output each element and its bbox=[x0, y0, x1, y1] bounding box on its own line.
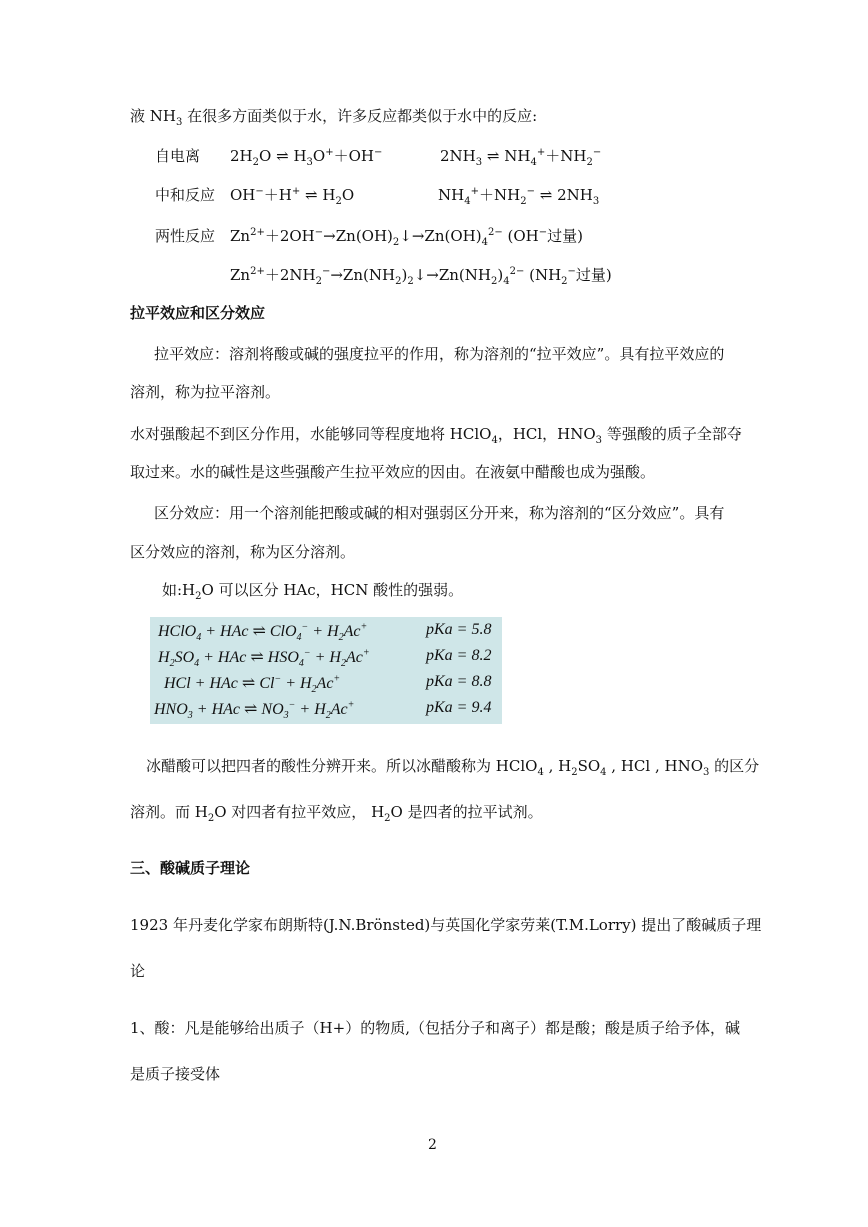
differentiating-definition-line2: 区分效应的溶剂，称为区分溶剂。 bbox=[130, 543, 356, 561]
equilibrium-arrow-icon: ⇌ bbox=[305, 186, 318, 204]
amphoteric-equation-water: $Zn^{2+}+2OH^-\to Zn(OH)_2↓\to Zn(OH)_4^{2-}$ (OH−过量) bbox=[230, 227, 583, 248]
water-leveling-line1: 水对强酸起不到区分作用，水能够同等程度地将 HClO$_4$，HCl，$HNO_3$ 等强酸的质子全部夺 bbox=[130, 425, 742, 446]
conclusion-line1: 冰醋酸可以把四者的酸性分辨开来。所以冰醋酸称为 HClO$_4$ , $H_2SO_4$ , HCl , $HNO_3$ 的区分 bbox=[146, 757, 760, 778]
equilibrium-row bbox=[150, 618, 502, 644]
equilibrium-arrow-icon: ⇌ bbox=[252, 623, 266, 640]
bronsted-intro-line2: 论 bbox=[130, 962, 146, 980]
neutralization-equation-ammonia: $NH_4^++NH_2^-$ ⇌ $2NH_3$ bbox=[438, 186, 600, 207]
autoionization-equation-water: $2H_2O$ ⇌ $H_3O^++OH^-$ bbox=[230, 147, 383, 168]
differentiating-definition-line1: 区分效应：用一个溶剂能把酸或碱的相对强弱区分开来，称为溶剂的“区分效应”。具有 bbox=[154, 504, 725, 522]
equilibrium-row bbox=[150, 696, 502, 722]
equilibrium-arrow-icon: ⇌ bbox=[539, 186, 553, 204]
equilibria-table bbox=[150, 617, 502, 724]
equilibrium-arrow-icon: ⇌ bbox=[244, 701, 258, 718]
leveling-definition-line2: 溶剂，称为拉平溶剂。 bbox=[130, 383, 281, 401]
example-line: 如$:H_2O$ 可以区分 HAc，HCN 酸性的强弱。 bbox=[162, 581, 464, 602]
leveling-definition-line1: 拉平效应：溶剂将酸或碱的强度拉平的作用，称为溶剂的“拉平效应”。具有拉平效应的 bbox=[154, 345, 725, 363]
section-heading-bronsted: 三、酸碱质子理论 bbox=[130, 859, 251, 877]
equilibrium-equation: $H_2SO_4$ + HAc ⇌ $HSO_4^- + H_2Ac^+$ bbox=[158, 647, 370, 670]
acid-definition-line2: 是质子接受体 bbox=[130, 1065, 221, 1083]
bronsted-intro-line1: 1923 年丹麦化学家布朗斯特(J.N.Brönsted)与英国化学家劳莱(T.M.Lorry) 提出了酸碱质子理 bbox=[130, 916, 762, 934]
conclusion-line2: 溶剂。而 $H_2O$ 对四者有拉平效应， $H_2O$ 是四者的拉平试剂。 bbox=[130, 803, 543, 824]
equilibrium-equation: HClO$_4$ + HAc ⇌ $ClO_4^- + H_2Ac^+$ bbox=[158, 621, 368, 644]
equilibrium-arrow-icon: ⇌ bbox=[276, 147, 289, 165]
pka-value: pKa = 5.8 bbox=[426, 621, 492, 638]
pka-value: pKa = 9.4 bbox=[426, 699, 492, 716]
equilibrium-equation: HCl + HAc ⇌ $Cl^- + H_2Ac^+$ bbox=[164, 673, 341, 696]
water-leveling-line2: 取过来。水的碱性是这些强酸产生拉平效应的因由。在液氨中醋酸也成为强酸。 bbox=[130, 463, 656, 481]
acid-definition-line1: 1、酸：凡是能够给出质子（H+）的物质,（包括分子和离子）都是酸；酸是质子给予体，碱 bbox=[130, 1019, 740, 1037]
reaction-label-autoionization: 自电离 bbox=[155, 147, 201, 165]
equilibrium-arrow-icon: ⇌ bbox=[250, 649, 264, 666]
page-number: 2 bbox=[428, 1137, 437, 1153]
pka-value: pKa = 8.8 bbox=[426, 673, 492, 690]
autoionization-equation-ammonia: $2NH_3$ ⇌ $NH_4^++NH_2^-$ bbox=[440, 147, 602, 168]
neutralization-equation-water: OH−＋H+ ⇌ $H_2O$ bbox=[230, 186, 355, 207]
reaction-label-amphoteric: 两性反应 bbox=[155, 227, 216, 245]
pka-value: pKa = 8.2 bbox=[426, 647, 492, 664]
equilibrium-equation: $HNO_3$ + HAc ⇌ $NO_3^- + H_2Ac^+$ bbox=[154, 699, 355, 722]
equilibrium-row bbox=[150, 644, 502, 670]
section-heading-leveling: 拉平效应和区分效应 bbox=[130, 304, 266, 322]
amphoteric-equation-ammonia: $Zn^{2+}+2NH_2^-\to Zn(NH_2)_2↓\to Zn(NH_2)_4^{2-}$ ($NH_2^-$过量) bbox=[230, 266, 612, 287]
equilibrium-arrow-icon: ⇌ bbox=[486, 147, 500, 165]
equilibrium-row bbox=[150, 670, 502, 696]
reaction-label-neutralization: 中和反应 bbox=[155, 186, 216, 204]
equilibrium-arrow-icon: ⇌ bbox=[241, 675, 256, 692]
intro-line: 液 $NH_3$ 在很多方面类似于水，许多反应都类似于水中的反应: bbox=[130, 107, 538, 128]
